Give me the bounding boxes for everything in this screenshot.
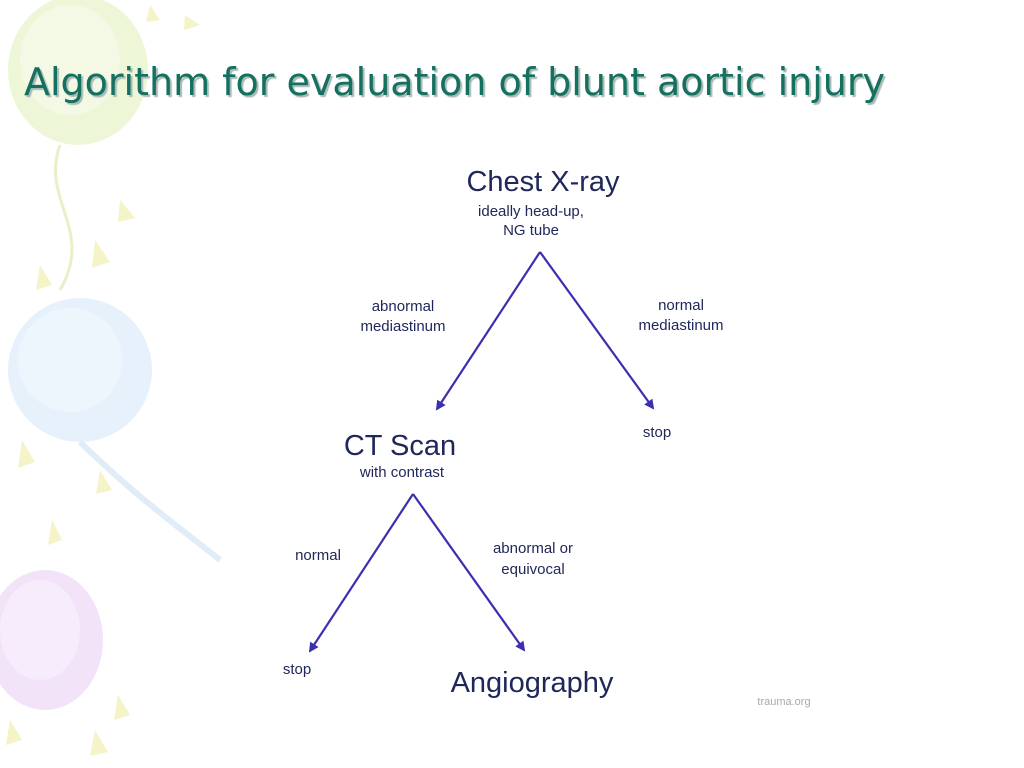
chest-xray-note-line1: ideally head-up, [478,203,584,220]
node-chest-xray [466,166,620,239]
ct-scan-label: CT Scan [343,430,457,462]
edge-label-normal: normal [295,547,341,564]
arrow-xray-to-stop [540,252,653,408]
edge-label-line: abnormal or [492,540,574,557]
node-stop-right: stop [642,424,672,441]
edge-label-line: abnormal [371,298,435,315]
arrow-ct-to-stop [310,494,413,651]
chest-xray-label: Chest X-ray [466,166,620,198]
node-ct-scan [344,430,456,481]
edge-label-normal-mediastinum [638,297,723,334]
edge-label-line: mediastinum [360,318,446,335]
edge-label-line: mediastinum [638,317,724,334]
edge-label-abnormal-mediastinum [360,298,445,335]
node-angiography: Angiography [450,667,614,699]
arrow-xray-to-ct [437,252,540,409]
chest-xray-note-line2: NG tube [503,222,559,239]
edge-label-line: equivocal [501,561,565,578]
source-credit: trauma.org [757,696,811,708]
node-stop-left: stop [282,661,312,678]
ct-scan-note: with contrast [359,464,445,481]
edge-label-abnormal-or-equivocal [493,540,573,578]
edge-label-line: normal [658,297,704,314]
slide-title: Algorithm for evaluation of blunt aortic injury [24,60,885,104]
